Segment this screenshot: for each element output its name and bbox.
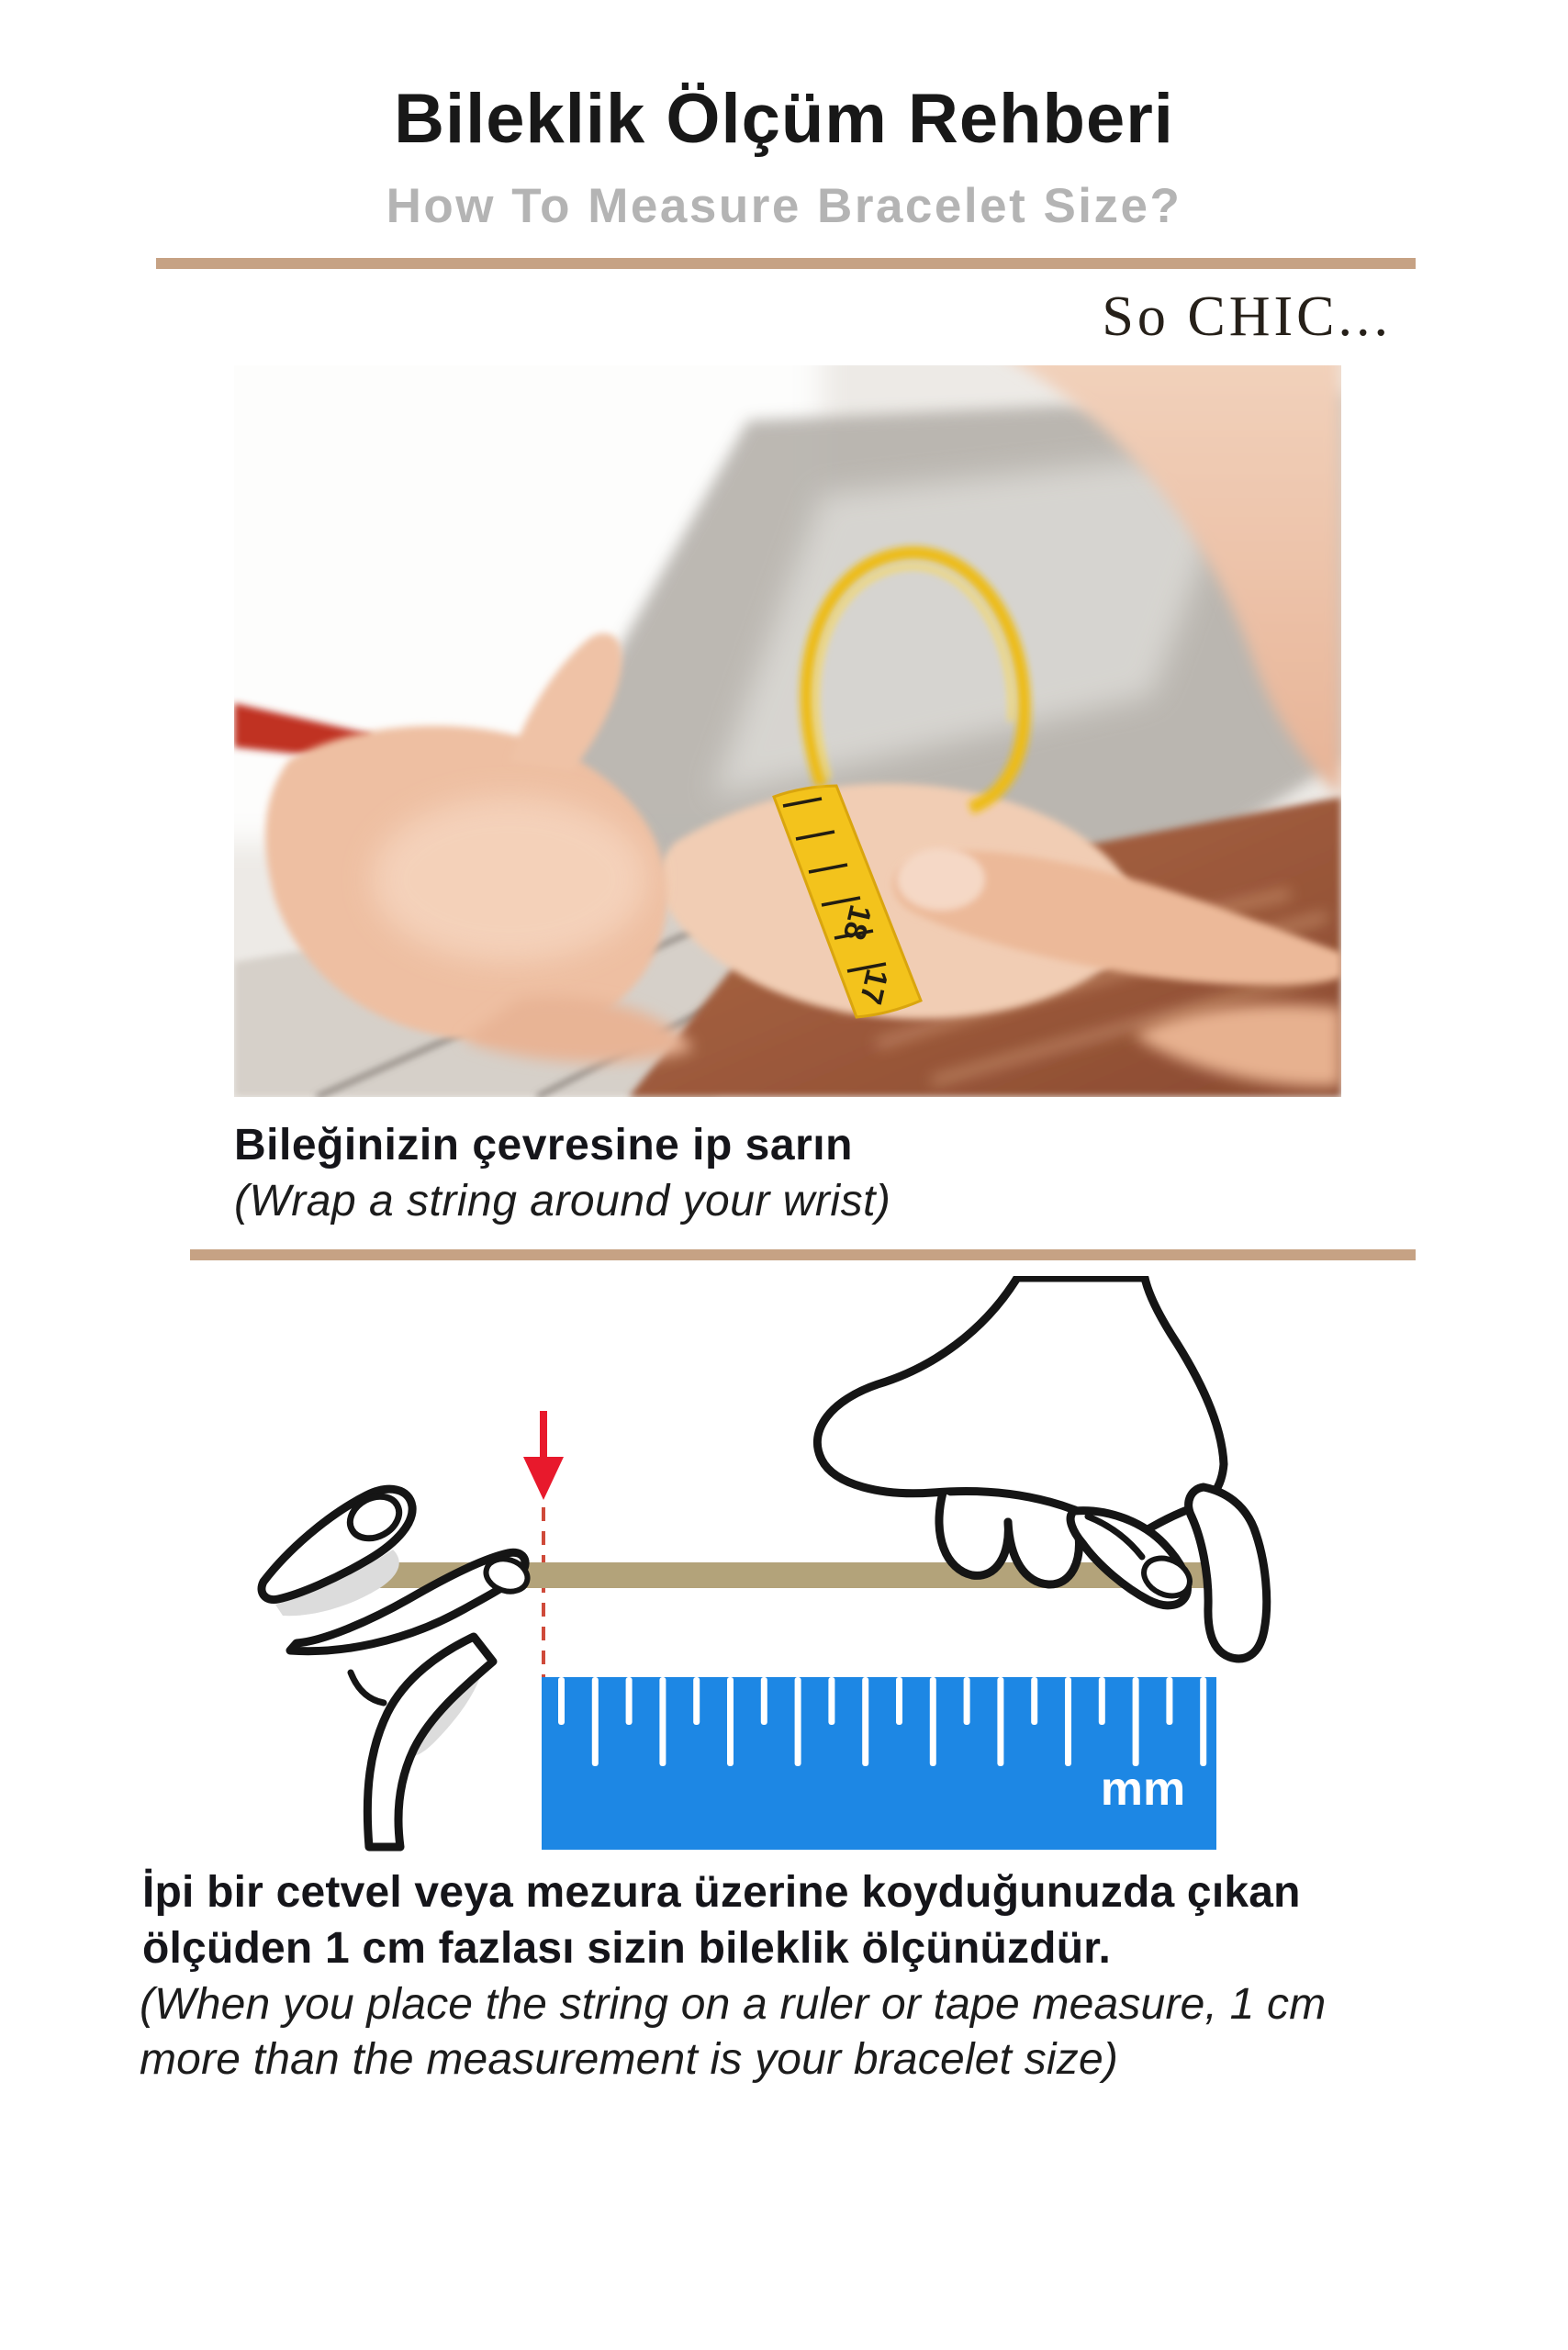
photo-caption-turkish: Bileğinizin çevresine ip sarın [234, 1121, 853, 1169]
diagram-caption-turkish-line1: İpi bir cetvel veya mezura üzerine koyduğunuzda çıkan [142, 1868, 1301, 1917]
ruler-tick [1065, 1677, 1071, 1766]
ruler-tick [1133, 1677, 1139, 1766]
page-title: Bileklik Ölçüm Rehberi [394, 80, 1174, 158]
left-hand-drawing [262, 1488, 532, 1847]
ruler-tick [862, 1677, 868, 1766]
brand-logo: So CHIC... [1102, 285, 1392, 348]
ruler-tick [1200, 1677, 1206, 1766]
ruler [542, 1677, 1216, 1850]
ruler-tick [626, 1677, 633, 1725]
ruler-tick [659, 1677, 666, 1766]
ruler-tick [761, 1677, 767, 1725]
ruler-tick [1031, 1677, 1037, 1725]
ruler-tick [1166, 1677, 1172, 1725]
wrist-measurement-photo [234, 365, 1341, 1097]
photo-caption-english: (Wrap a string around your wrist) [234, 1177, 891, 1225]
ruler-diagram [138, 1276, 1469, 1900]
ruler-tick [558, 1677, 565, 1725]
right-hand-drawing [817, 1278, 1266, 1659]
ruler-tick [997, 1677, 1003, 1766]
diagram-caption-turkish-line2: ölçüden 1 cm fazlası sizin bileklik ölçünüzdür. [142, 1924, 1111, 1973]
page-subtitle: How To Measure Bracelet Size? [386, 179, 1182, 233]
ruler-diagram-art [138, 1276, 1469, 1900]
photo-fingernail [897, 848, 985, 911]
diagram-caption-english-line2: more than the measurement is your bracelet size) [140, 2035, 1119, 2084]
top-divider [156, 258, 1416, 269]
ruler-tick [693, 1677, 700, 1725]
tape-number-18: 18 [835, 901, 879, 944]
ruler-tick [828, 1677, 834, 1725]
ruler-tick [896, 1677, 902, 1725]
down-arrow-icon [523, 1411, 564, 1500]
ruler-tick [964, 1677, 970, 1725]
ruler-tick [930, 1677, 936, 1766]
middle-divider [190, 1249, 1416, 1260]
ruler-tick [592, 1677, 599, 1766]
diagram-caption-english-line1: (When you place the string on a ruler or tape measure, 1 cm [140, 1980, 1327, 2029]
ruler-tick [727, 1677, 734, 1766]
wrist-measurement-photo-art [234, 365, 1341, 1097]
photo-palm-highlight [372, 797, 647, 962]
tape-number-17: 17 [852, 966, 895, 1008]
ruler-unit-label: mm [1100, 1762, 1186, 1816]
ruler-tick [795, 1677, 801, 1766]
ruler-tick [1099, 1677, 1105, 1725]
